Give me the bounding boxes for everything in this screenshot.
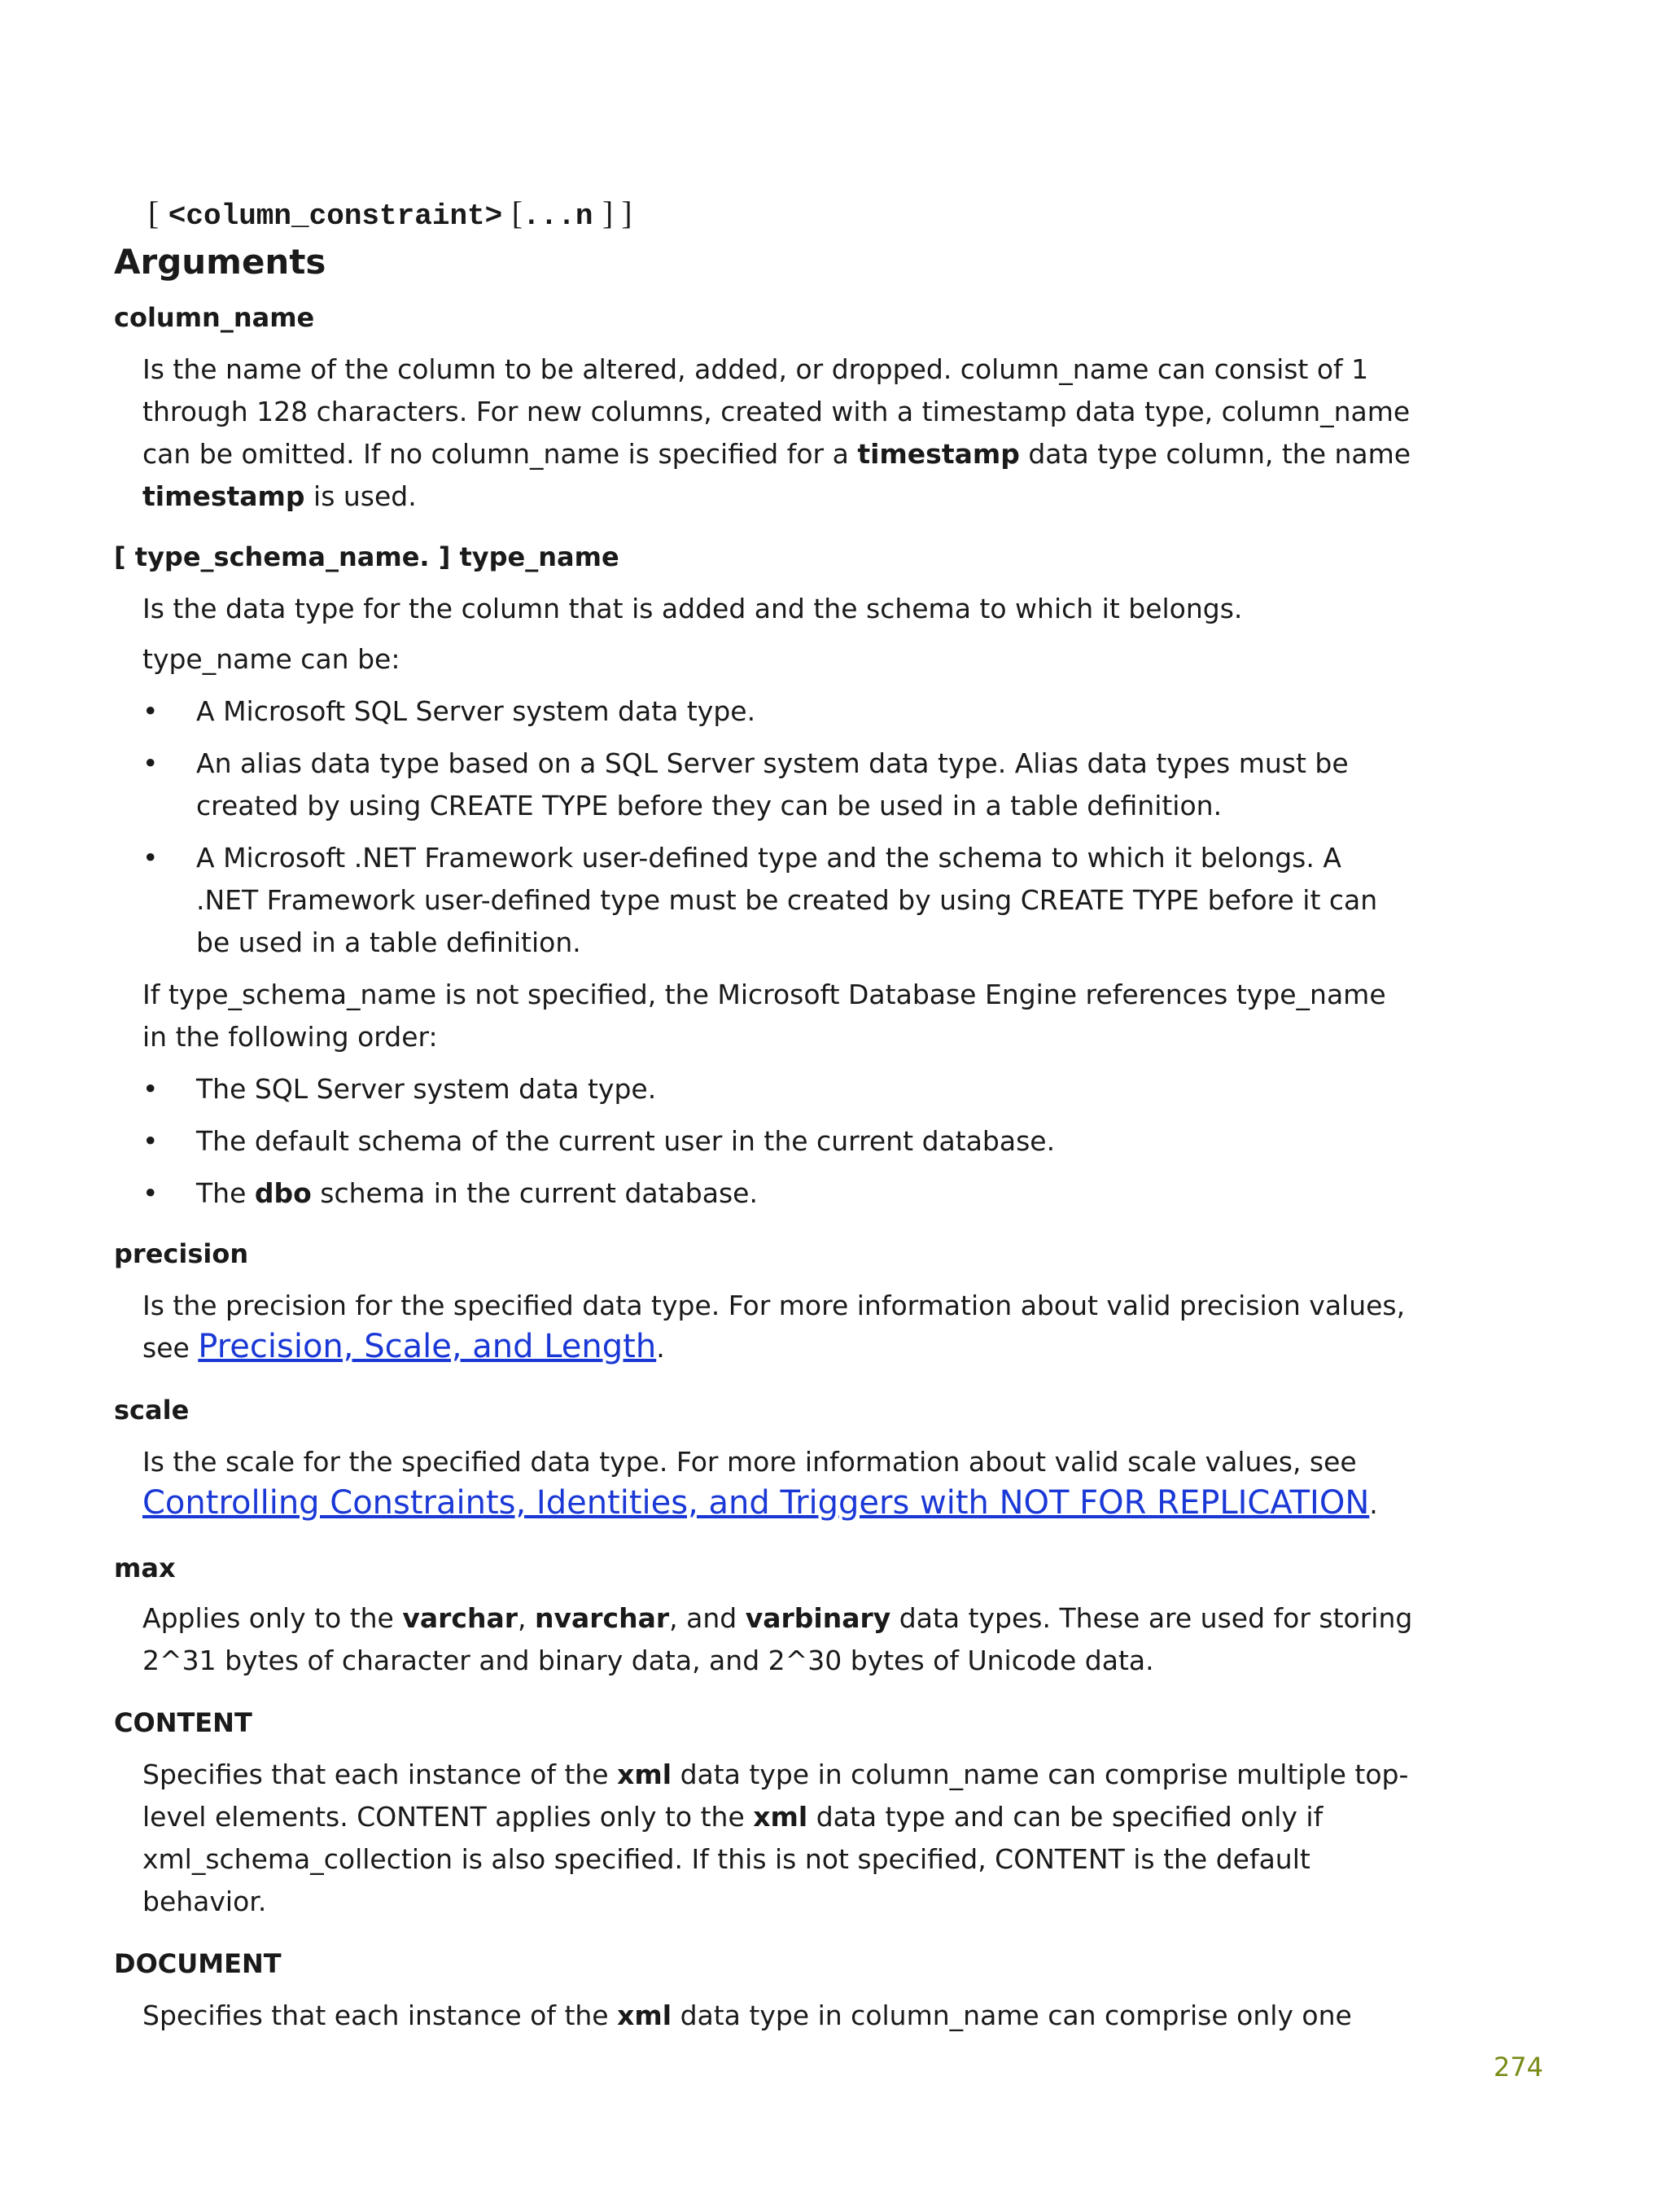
bold-xml: xml	[753, 1801, 808, 1833]
content-line-3: xml_schema_collection is also specified. If this is not specified, CONTENT is the default	[142, 1843, 1310, 1875]
list-item-text: .NET Framework user-defined type must be created by using CREATE TYPE before it can	[196, 884, 1378, 916]
text-run: Applies only to the	[142, 1602, 403, 1634]
text-run: , and	[669, 1602, 746, 1634]
type-name-line-1: Is the data type for the column that is added and the schema to which it belongs.	[142, 593, 1243, 624]
text-run: is used.	[304, 480, 417, 512]
list-item-text: be used in a table definition.	[196, 926, 581, 958]
text-run: data type in column_name can comprise only one	[672, 2000, 1352, 2031]
scale-line-1: Is the scale for the specified data type. For more information about valid scale values, see	[142, 1446, 1357, 1478]
document-line-1	[142, 1995, 1352, 2037]
term-scale: scale	[114, 1395, 190, 1426]
list-item-text: A Microsoft .NET Framework user-defined type and the schema to which it belongs. A	[196, 842, 1341, 874]
max-line-1	[142, 1597, 1412, 1640]
bold-dbo: dbo	[254, 1177, 312, 1209]
not-for-replication-link[interactable]: Controlling Constraints, Identities, and Triggers with NOT FOR REPLICATION	[142, 1484, 1370, 1522]
bullet-dot: •	[142, 842, 159, 874]
type-name-order-line-1: If type_schema_name is not specified, the Microsoft Database Engine references type_name	[142, 979, 1386, 1010]
term-column-name: column_name	[114, 302, 315, 333]
precision-line-1: Is the precision for the specified data type. For more information about valid precision values,	[142, 1290, 1406, 1321]
bold-timestamp: timestamp	[142, 480, 305, 512]
syntax-repeat-token: ...n	[523, 199, 593, 233]
term-content: CONTENT	[114, 1707, 252, 1738]
term-document: DOCUMENT	[114, 1948, 282, 1979]
syntax-close-brackets: ] ]	[602, 195, 632, 231]
text-run: see	[142, 1332, 199, 1364]
type-name-line-2: type_name can be:	[142, 643, 400, 675]
text-run: .	[1369, 1488, 1378, 1520]
list-item-text: The default schema of the current user in the current database.	[196, 1125, 1056, 1157]
list-item-text: The SQL Server system data type.	[196, 1073, 657, 1105]
precision-scale-length-link[interactable]: Precision, Scale, and Length	[198, 1328, 657, 1365]
bullet-dot: •	[142, 1125, 159, 1157]
bold-varbinary: varbinary	[745, 1602, 891, 1634]
text-run: data types. These are used for storing	[890, 1602, 1413, 1634]
bullet-dot: •	[142, 1073, 159, 1105]
text-run: The	[196, 1177, 255, 1209]
text-run: data type and can be specified only if	[807, 1801, 1324, 1833]
text-run: data type in column_name can comprise multiple top-	[672, 1759, 1409, 1790]
text-run: can be omitted. If no column_name is specified for a	[142, 438, 858, 470]
bullet-dot: •	[142, 695, 159, 727]
syntax-column-constraint: <column_constraint>	[168, 199, 503, 233]
term-type-name: [ type_schema_name. ] type_name	[114, 541, 619, 572]
text-run: schema in the current database.	[311, 1177, 758, 1209]
syntax-open-bracket: [	[148, 195, 160, 231]
list-item-text	[196, 1172, 758, 1215]
scale-line-2	[142, 1482, 1378, 1526]
bullet-dot: •	[142, 1177, 159, 1209]
term-precision: precision	[114, 1238, 249, 1269]
bold-varchar: varchar	[402, 1602, 518, 1634]
content-line-1	[142, 1754, 1408, 1796]
content-line-2	[142, 1796, 1323, 1838]
text-run: .	[656, 1332, 665, 1364]
bold-xml: xml	[617, 1759, 672, 1790]
bold-nvarchar: nvarchar	[535, 1602, 670, 1634]
list-item-text: An alias data type based on a SQL Server system data type. Alias data types must be	[196, 747, 1349, 779]
page-number: 274	[1493, 2052, 1543, 2083]
max-line-2: 2^31 bytes of character and binary data, and 2^30 bytes of Unicode data.	[142, 1645, 1154, 1676]
column-name-line-4	[142, 475, 417, 518]
syntax-line	[148, 195, 632, 234]
bold-timestamp: timestamp	[857, 438, 1020, 470]
bullet-dot: •	[142, 747, 159, 779]
bold-xml: xml	[617, 2000, 672, 2031]
text-run: ,	[518, 1602, 535, 1634]
term-max: max	[114, 1553, 176, 1583]
content-line-4: behavior.	[142, 1886, 267, 1917]
column-name-line-1: Is the name of the column to be altered, added, or dropped. column_name can consist of 1	[142, 353, 1369, 385]
list-item-text: created by using CREATE TYPE before they can be used in a table definition.	[196, 790, 1223, 821]
arguments-heading: Arguments	[114, 242, 326, 282]
precision-line-2	[142, 1325, 665, 1369]
text-run: Specifies that each instance of the	[142, 2000, 618, 2031]
list-item-text: A Microsoft SQL Server system data type.	[196, 695, 756, 727]
text-run: Specifies that each instance of the	[142, 1759, 618, 1790]
text-run: level elements. CONTENT applies only to the	[142, 1801, 754, 1833]
column-name-line-2: through 128 characters. For new columns, created with a timestamp data type, column_name	[142, 396, 1411, 427]
text-run: data type column, the name	[1019, 438, 1411, 470]
syntax-repeat-open: [	[511, 195, 523, 231]
type-name-order-line-2: in the following order:	[142, 1021, 438, 1053]
column-name-line-3	[142, 433, 1411, 475]
